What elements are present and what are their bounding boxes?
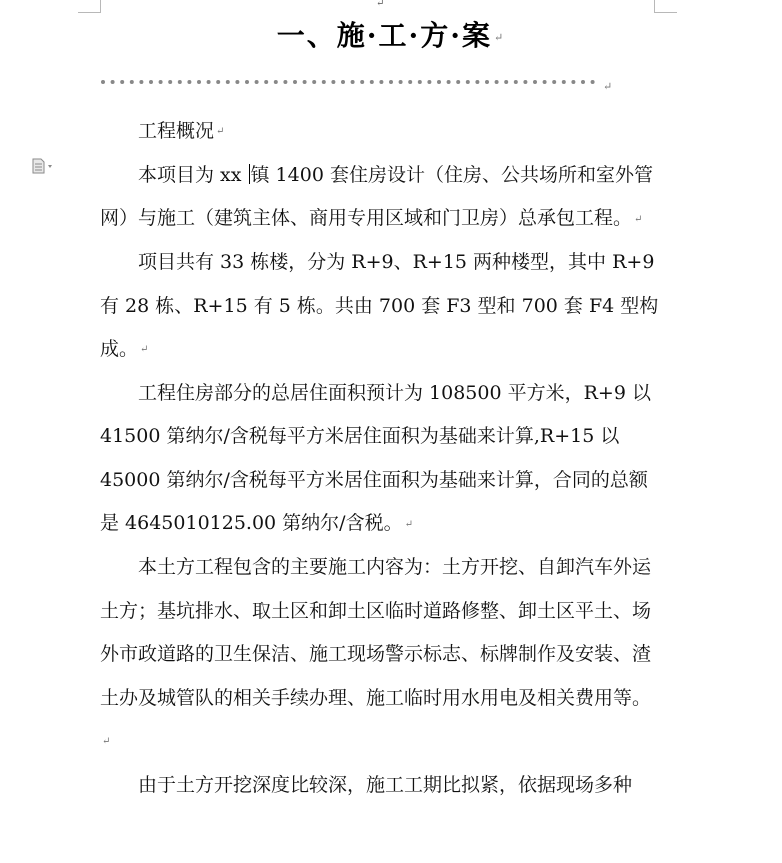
page-corner-mark-right: [654, 0, 677, 13]
paragraph-mark: ↵: [376, 0, 385, 9]
paragraph-mark: ↵: [494, 31, 506, 44]
divider-dot: [399, 80, 403, 84]
divider-dot: [178, 80, 182, 84]
paragraph: 由于土方开挖深度比较深，施工工期比拟紧，依据现场多种: [138, 773, 633, 796]
paragraph-mark: ↵: [102, 736, 111, 748]
divider-dot: [159, 80, 163, 84]
divider-dot: [312, 80, 316, 84]
text-cursor: [249, 164, 250, 184]
divider-dot: [216, 80, 220, 84]
divider-dot: [303, 80, 307, 84]
document-title[interactable]: [0, 14, 782, 54]
page-corner-mark-left: [78, 0, 101, 13]
paragraph: 工程住房部分的总居住面积预计为 108500 平方米，R+9 以 41500 第纳尔/含税每平方米居住面积为基础来计算,R+15 以 45000 第纳尔/含税每平方米居住面积为基础来计算，合同的总额是 4645010125.00 第纳尔/含税。 ↵: [100, 381, 651, 535]
divider-dot: [331, 80, 335, 84]
divider-dot: [389, 80, 393, 84]
divider-dot: [552, 80, 556, 84]
divider-dot: [514, 80, 518, 84]
divider-dot: [485, 80, 489, 84]
divider-dot: [351, 80, 355, 84]
divider-dot: [274, 80, 278, 84]
divider-dot: [130, 80, 134, 84]
document-body[interactable]: [100, 110, 660, 807]
divider-dot: [418, 80, 422, 84]
divider-dot: [408, 80, 412, 84]
divider-dot: [255, 80, 259, 84]
divider-dot: [437, 80, 441, 84]
divider-dot: [226, 80, 230, 84]
divider-dot: [533, 80, 537, 84]
paragraph-mark: ↵: [634, 213, 643, 225]
dotted-divider: [100, 74, 602, 90]
divider-dot: [322, 80, 326, 84]
divider-dot: [504, 80, 508, 84]
divider-dot: [523, 80, 527, 84]
divider-dot: [283, 80, 287, 84]
divider-dot: [139, 80, 143, 84]
divider-dot: [264, 80, 268, 84]
document-title-text: 一、施·工·方·案: [276, 19, 493, 52]
document-options-icon[interactable]: [32, 158, 56, 178]
divider-dot: [456, 80, 460, 84]
divider-dot: [120, 80, 124, 84]
divider-dot: [581, 80, 585, 84]
divider-dot: [475, 80, 479, 84]
divider-dot: [235, 80, 239, 84]
divider-dot: [562, 80, 566, 84]
divider-dot: [571, 80, 575, 84]
divider-dot: [341, 80, 345, 84]
divider-dot: [207, 80, 211, 84]
paragraph-mark: ↵: [404, 518, 413, 530]
divider-dot: [197, 80, 201, 84]
section-heading: 工程概况 ↵: [138, 120, 225, 142]
divider-dot: [427, 80, 431, 84]
paragraph: 本土方工程包含的主要施工内容为：土方开挖、自卸汽车外运土方；基坑排水、取土区和卸土区临时道路修整、卸土区平土、场外市政道路的卫生保洁、施工现场警示标志、标牌制作及安装、渣土办及城管队的相关手续办理、施工临时用水用电及相关费用等。↵: [100, 556, 652, 748]
divider-dot: [245, 80, 249, 84]
divider-dot: [543, 80, 547, 84]
paragraph-mark: ↵: [140, 344, 149, 356]
divider-dot: [187, 80, 191, 84]
divider-dot: [370, 80, 374, 84]
paragraph-mark: ↵: [216, 126, 225, 138]
paragraph-mark: ↵: [603, 80, 613, 93]
paragraph: 项目共有 33 栋楼，分为 R+9、R+15 两种楼型，其中 R+9 有 28 栋、R+15 有 5 栋。共由 700 套 F3 型和 700 套 F4 型构成。 ↵: [100, 251, 659, 360]
divider-dot: [591, 80, 595, 84]
divider-dot: [447, 80, 451, 84]
divider-dot: [111, 80, 115, 84]
divider-dot: [149, 80, 153, 84]
divider-dot: [495, 80, 499, 84]
divider-dot: [168, 80, 172, 84]
divider-dot: [293, 80, 297, 84]
paragraph: 本项目为 xx 镇 1400 套住房设计（住房、公共场所和室外管网）与施工（建筑主体、商用专用区域和门卫房）总承包工程。 ↵: [100, 163, 653, 230]
divider-dot: [466, 80, 470, 84]
divider-dot: [379, 80, 383, 84]
divider-dot: [360, 80, 364, 84]
divider-dot: [101, 80, 105, 84]
